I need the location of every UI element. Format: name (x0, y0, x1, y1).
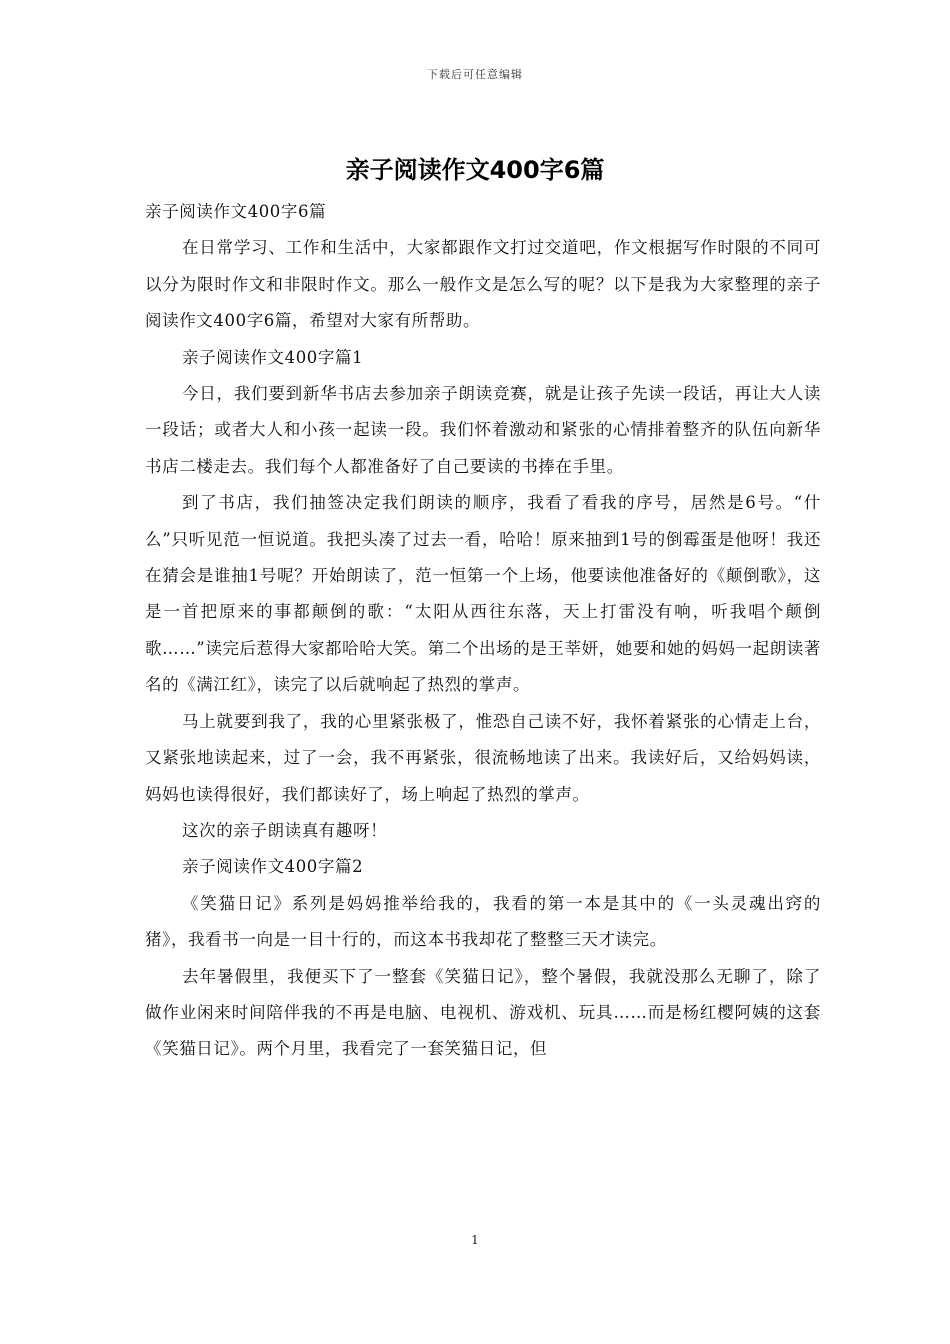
body-paragraph: 这次的亲子朗读真有趣呀！ (182, 820, 388, 840)
body-paragraph: 马上就要到我了，我的心里紧张极了，惟恐自己读不好，我怀着紧张的心情走上台，又紧张地读起来，过了一会，我不再紧张，很流畅地读了出来。我读好后，又给妈妈读，妈妈也读得很好，我们都读好了，场上响起了热烈的掌声。 (145, 711, 821, 804)
intro-paragraph: 在日常学习、工作和生活中，大家都跟作文打过交道吧，作文根据写作时限的不同可以分为限时作文和非限时作文。那么一般作文是怎么写的呢？以下是我为大家整理的亲子阅读作文400字6篇，希望对大家有所帮助。 (145, 238, 821, 331)
body-paragraph: 去年暑假里，我便买下了一整套《笑猫日记》，整个暑假，我就没那么无聊了，除了做作业闲来时间陪伴我的不再是电脑、电视机、游戏机、玩具……而是杨红樱阿姨的这套《笑猫日记》。两个月里，我看完了一套笑猫日记，但 (145, 966, 821, 1059)
header-note: 下载后可任意编辑 (427, 68, 523, 81)
section-heading: 亲子阅读作文400字篇2 (182, 857, 364, 877)
page-number: 1 (471, 1233, 479, 1247)
body-paragraph: 今日，我们要到新华书店去参加亲子朗读竞赛，就是让孩子先读一段话，再让大人读一段话；或者大人和小孩一起读一段。我们怀着激动和紧张的心情排着整齐的队伍向新华书店二楼走去。我们每个人都准备好了自己要读的书捧在手里。 (145, 384, 821, 476)
document-body (145, 194, 821, 1068)
subtitle-line: 亲子阅读作文400字6篇 (145, 202, 327, 221)
body-paragraph: 《笑猫日记》系列是妈妈推举给我的，我看的第一本是其中的《一头灵魂出窍的猪》，我看书一向是一目十行的，而这本书我却花了整整三天才读完。 (145, 893, 821, 950)
document-title: 亲子阅读作文400字6篇 (345, 156, 605, 184)
body-paragraph: 到了书店，我们抽签决定我们朗读的顺序，我看了看我的序号，居然是6号。“什么”只听见范一恒说道。我把头凑了过去一看，哈哈！原来抽到1号的倒霉蛋是他呀！我还在猜会是谁抽1号呢？开始朗读了，范一恒第一个上场，他要读他准备好的《颠倒歌》，这是一首把原来的事都颠倒的歌：“太阳从西往东落，天上打雷没有响，听我唱个颠倒歌……”读完后惹得大家都哈哈大笑。第二个出场的是王莘妍，她要和她的妈妈一起朗读著名的《满江红》，读完了以后就响起了热烈的掌声。 (145, 493, 821, 695)
section-heading: 亲子阅读作文400字篇1 (182, 347, 364, 367)
